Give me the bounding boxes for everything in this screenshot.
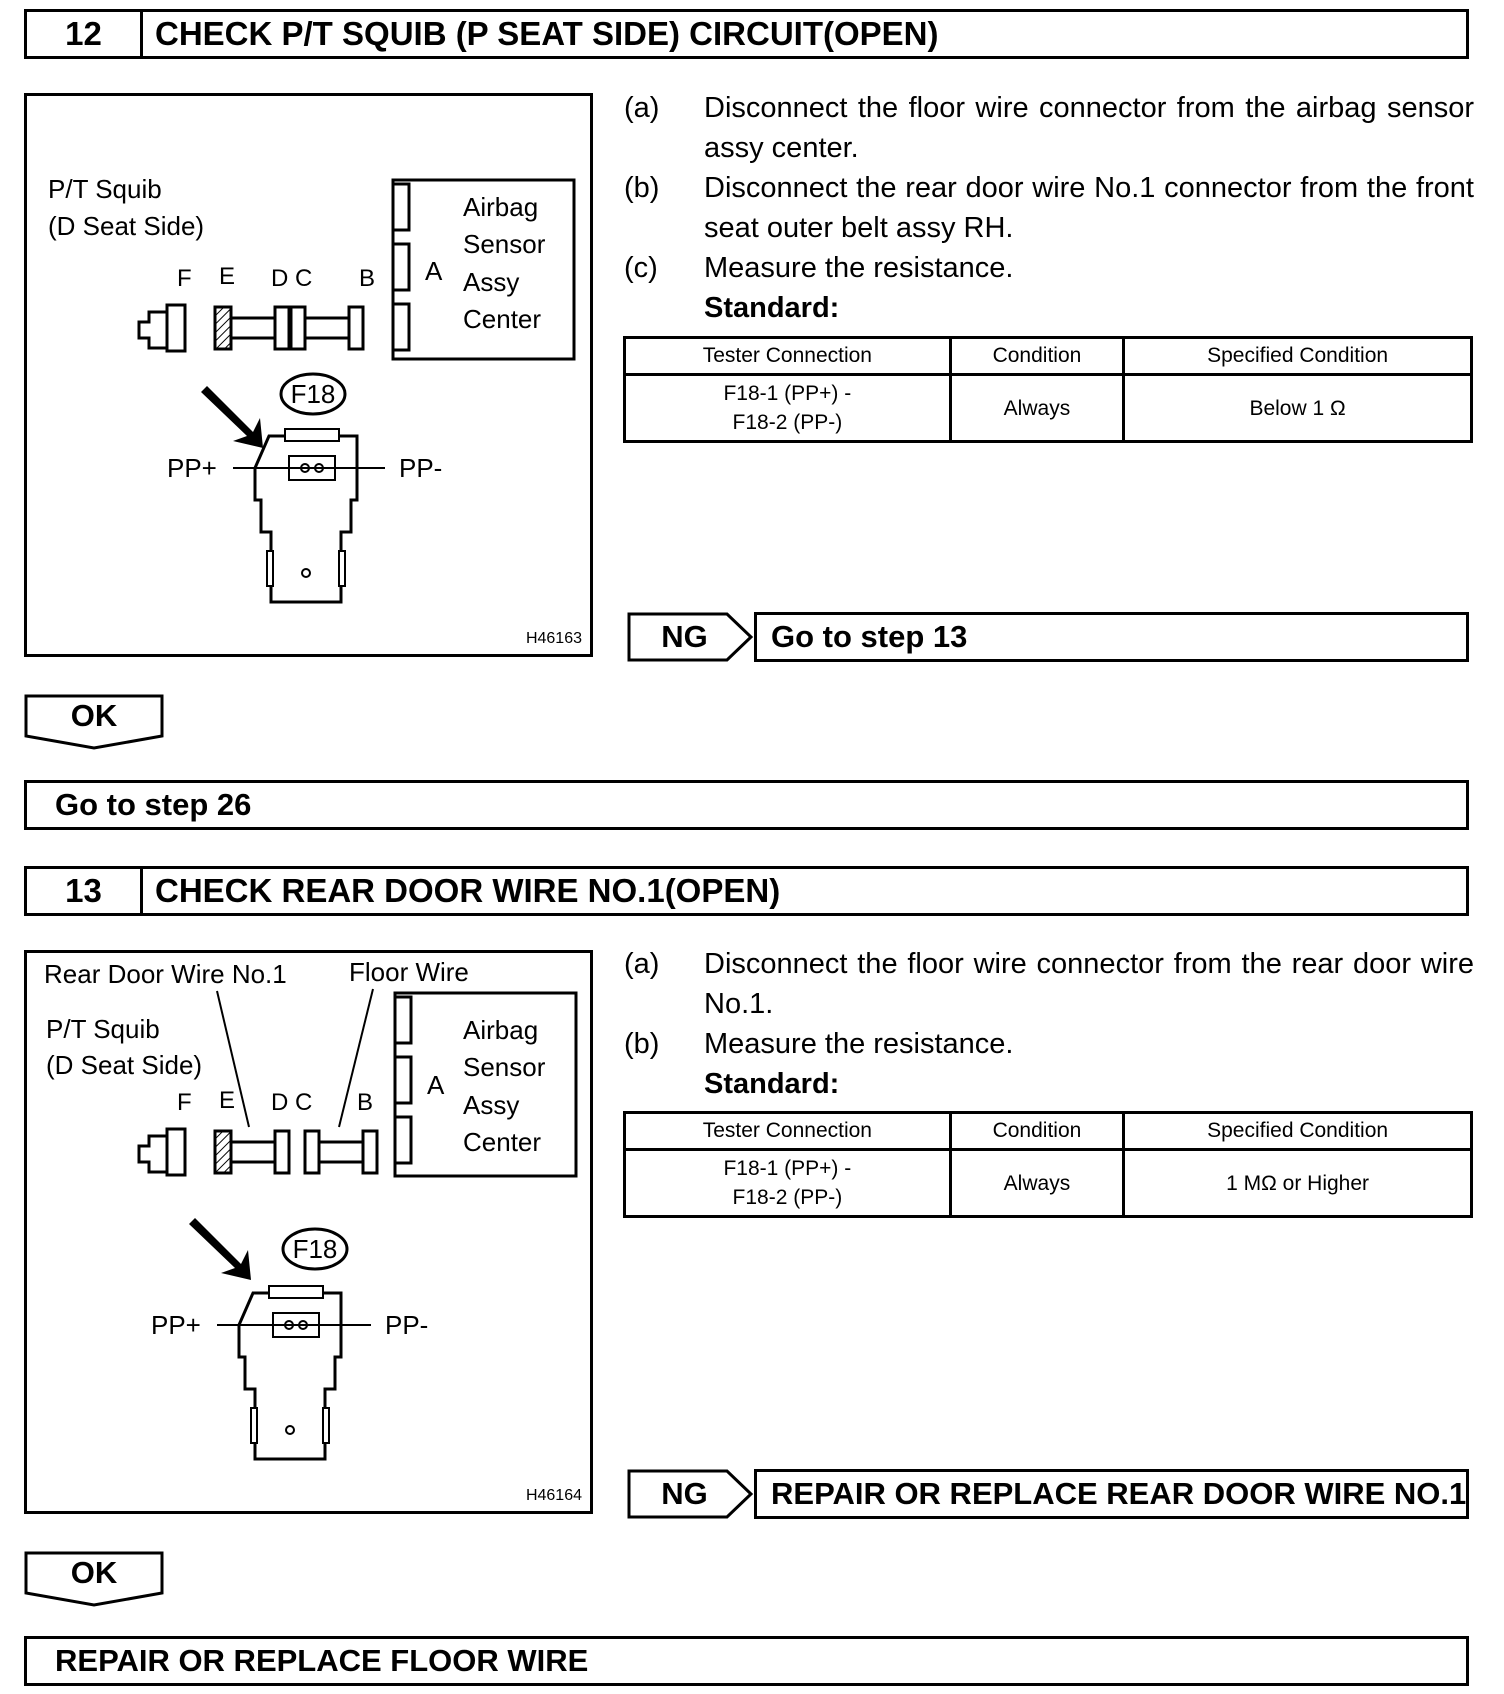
step-13-figure (24, 950, 593, 1514)
connector-diagram (27, 96, 590, 654)
step-number: 12 (27, 12, 143, 56)
arrow-icon (189, 1218, 251, 1280)
sensor-slot-icon (395, 1117, 411, 1163)
hole-icon (302, 569, 310, 577)
sensor-label-line: Center (463, 1127, 542, 1157)
tester-connection-cell (625, 375, 951, 442)
standard-label: Standard: (704, 292, 840, 324)
instruction-item (624, 88, 1474, 168)
instruction-item (624, 1024, 1474, 1064)
table-header: Specified Condition (1124, 1113, 1472, 1150)
table-row (625, 1150, 1472, 1217)
step-12-instructions (624, 88, 1474, 328)
sensor-slot-icon (393, 304, 409, 350)
instruction-label: (b) (624, 172, 660, 204)
sensor-label-line: Assy (463, 267, 520, 297)
squib-side-label: (D Seat Side) (48, 211, 205, 241)
wire-segment-icon (305, 318, 349, 338)
instruction-item (624, 248, 1474, 288)
connector-b-icon (349, 307, 363, 349)
sensor-label-line: Airbag (463, 1015, 539, 1045)
step-13-header (24, 866, 1469, 916)
connection-line: F18-1 (PP+) - (723, 382, 852, 405)
hole-icon (286, 1426, 294, 1434)
connector-e-icon (215, 307, 231, 349)
condition-cell: Always (950, 1150, 1123, 1217)
arrow-icon (201, 386, 263, 448)
connector-id: F18 (292, 1234, 338, 1264)
ok-label: OK (70, 698, 118, 733)
tester-connection-cell (625, 1150, 951, 1217)
instruction-item (624, 168, 1474, 248)
sensor-label-line: Center (463, 304, 542, 334)
connection-line: F18-1 (PP+) - (723, 1157, 852, 1180)
connector-diagram (27, 953, 590, 1511)
step-12-header (24, 9, 1469, 59)
specified-condition-cell: 1 MΩ or Higher (1124, 1150, 1472, 1217)
pin-minus-label: PP- (399, 453, 443, 483)
instruction-item (624, 944, 1474, 1024)
pin-minus-label: PP- (385, 1310, 429, 1340)
letter-a: A (427, 1070, 445, 1100)
connector-f-icon (167, 1129, 185, 1175)
latch-icon (251, 1408, 257, 1443)
latch-icon (267, 551, 273, 586)
connector-top-icon (269, 1286, 323, 1298)
table-header: Tester Connection (625, 338, 951, 375)
instruction-label: (a) (624, 92, 660, 124)
pin-plus-label: PP+ (151, 1310, 201, 1340)
letter-e: E (219, 263, 236, 290)
ok-label: OK (70, 1555, 118, 1590)
ng-branch (627, 612, 1469, 662)
specified-condition-cell: Below 1 Ω (1124, 375, 1472, 442)
ng-result: REPAIR OR REPLACE REAR DOOR WIRE NO.1 (754, 1469, 1469, 1519)
squib-label: P/T Squib (48, 174, 162, 204)
wire-segment-icon (231, 318, 275, 338)
instruction-text: Measure the resistance. (704, 1028, 1014, 1060)
ok-result: REPAIR OR REPLACE FLOOR WIRE (24, 1636, 1469, 1686)
letter-dc: D C (271, 265, 313, 292)
standard-label: Standard: (704, 1068, 840, 1100)
table-header: Specified Condition (1124, 338, 1472, 375)
letter-f: F (177, 265, 192, 292)
spec-table (623, 336, 1473, 443)
ng-result: Go to step 13 (754, 612, 1469, 662)
instruction-text: Disconnect the floor wire connector from the rear door wire No.1. (704, 948, 1474, 1020)
sensor-slot-icon (393, 184, 409, 230)
latch-icon (339, 551, 345, 586)
connector-id: F18 (290, 379, 336, 409)
spec-table (623, 1111, 1473, 1218)
ok-result: Go to step 26 (24, 780, 1469, 830)
connector-top-icon (285, 429, 339, 441)
step-title: CHECK REAR DOOR WIRE NO.1(OPEN) (155, 872, 781, 909)
letter-a: A (425, 256, 443, 286)
ng-label: NG (661, 619, 708, 654)
instruction-text: Measure the resistance. (704, 252, 1014, 284)
squib-label: P/T Squib (46, 1014, 160, 1044)
wire-segment-icon (319, 1142, 363, 1162)
table-header: Condition (950, 1113, 1123, 1150)
connector-b-icon (363, 1131, 377, 1173)
connector-d-icon (275, 307, 289, 349)
letter-e: E (219, 1087, 236, 1114)
letter-dc: D C (271, 1089, 313, 1116)
letter-b: B (359, 265, 376, 292)
letter-f: F (177, 1089, 192, 1116)
sensor-label-line: Assy (463, 1090, 520, 1120)
connector-c-icon (291, 307, 305, 349)
ng-label: NG (661, 1476, 708, 1511)
ok-branch (24, 694, 164, 746)
instruction-label: (b) (624, 1028, 660, 1060)
rear-door-wire-label: Rear Door Wire No.1 (44, 959, 287, 989)
connection-line: F18-2 (PP-) (732, 1186, 843, 1209)
letter-b: B (357, 1089, 374, 1116)
sensor-label-line: Sensor (463, 1052, 546, 1082)
ok-branch (24, 1551, 164, 1603)
step-12-figure (24, 93, 593, 657)
table-header: Condition (950, 338, 1123, 375)
step-number: 13 (27, 869, 143, 913)
sensor-label-line: Sensor (463, 229, 546, 259)
sensor-slot-icon (393, 244, 409, 290)
step-13-instructions (624, 944, 1474, 1104)
condition-cell: Always (950, 375, 1123, 442)
connection-line: F18-2 (PP-) (732, 411, 843, 434)
squib-side-label: (D Seat Side) (46, 1050, 203, 1080)
connector-c-icon (305, 1131, 319, 1173)
floor-wire-label: Floor Wire (349, 957, 469, 987)
ng-branch (627, 1469, 1469, 1519)
step-title: CHECK P/T SQUIB (P SEAT SIDE) CIRCUIT(OPEN) (155, 15, 939, 52)
figure-id: H46164 (525, 1487, 582, 1504)
sensor-slot-icon (395, 997, 411, 1043)
instruction-label: (c) (624, 252, 658, 284)
sensor-label-line: Airbag (463, 192, 539, 222)
instruction-text: Disconnect the floor wire connector from the airbag sensor assy center. (704, 92, 1474, 164)
pin-plus-label: PP+ (167, 453, 217, 483)
connector-e-icon (215, 1131, 231, 1173)
table-row (625, 375, 1472, 442)
instruction-label: (a) (624, 948, 660, 980)
wire-segment-icon (231, 1142, 275, 1162)
table-header: Tester Connection (625, 1113, 951, 1150)
latch-icon (323, 1408, 329, 1443)
connector-d-icon (275, 1131, 289, 1173)
figure-id: H46163 (525, 630, 582, 647)
sensor-slot-icon (395, 1057, 411, 1103)
instruction-text: Disconnect the rear door wire No.1 connector from the front seat outer belt assy RH. (704, 172, 1474, 244)
connector-f-icon (167, 305, 185, 351)
